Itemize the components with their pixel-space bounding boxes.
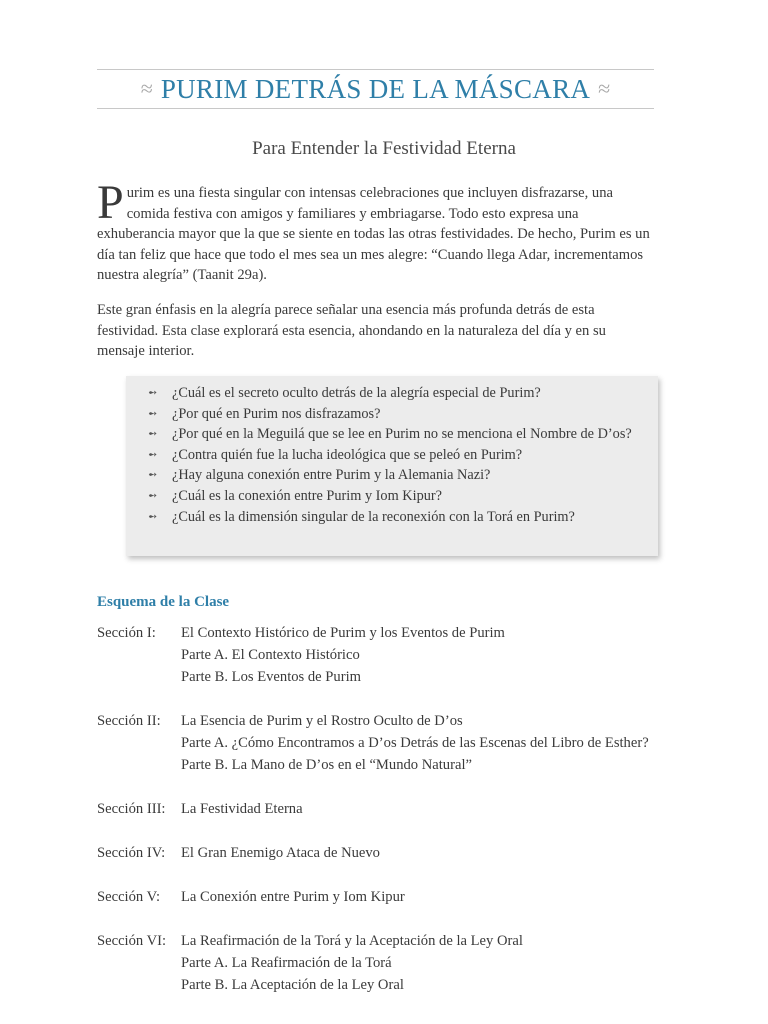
title-band <box>97 69 654 109</box>
section-title: La Conexión entre Purim y Iom Kipur <box>181 889 405 905</box>
arrow-bullet-icon: ➻ <box>148 448 158 461</box>
question-item <box>148 424 650 445</box>
outline-section <box>97 842 657 864</box>
page-title: PURIM DETRÁS DE LA MÁSCARA <box>160 73 591 104</box>
section-body <box>181 842 657 864</box>
outline-section <box>97 622 657 688</box>
section-body <box>181 798 657 820</box>
question-text: ¿Cuál es la conexión entre Purim y Iom Kipur? <box>172 487 442 504</box>
question-text: ¿Cuál es el secreto oculto detrás de la alegría especial de Purim? <box>172 385 541 401</box>
drop-cap: P <box>97 176 124 229</box>
section-body <box>181 886 657 908</box>
section-label: Sección IV: <box>97 845 166 861</box>
question-text: ¿Por qué en la Meguilá que se lee en Purim no se menciona el Nombre de D’os? <box>172 426 632 443</box>
outline-section <box>97 930 657 996</box>
section-part: Parte A. La Reafirmación de la Torá <box>181 955 392 971</box>
section-part: Parte B. La Aceptación de la Ley Oral <box>181 977 404 993</box>
sections-list <box>97 622 657 1018</box>
arrow-bullet-icon: ➻ <box>148 387 158 399</box>
intro-paragraph <box>97 176 652 286</box>
arrow-bullet-icon: ➻ <box>148 510 158 523</box>
question-text: ¿Cuál es la dimensión singular de la reconexión con la Torá en Purim? <box>172 508 575 525</box>
section-body <box>181 622 657 688</box>
arrow-bullet-icon: ➻ <box>148 407 158 420</box>
section-title: La Festividad Eterna <box>181 801 303 817</box>
section-label: Sección VI: <box>97 933 167 949</box>
question-item <box>148 404 650 425</box>
question-text: ¿Hay alguna conexión entre Purim y la Alemania Nazi? <box>172 467 491 484</box>
outline-section <box>97 886 657 908</box>
question-item <box>148 383 650 404</box>
section-part: Parte A. ¿Cómo Encontramos a D’os Detrás de las Escenas del Libro de Esther? <box>181 735 649 751</box>
section-title: El Contexto Histórico de Purim y los Eventos de Purim <box>181 625 505 641</box>
section-title: La Esencia de Purim y el Rostro Oculto de D’os <box>181 713 463 729</box>
section-body <box>181 710 657 776</box>
section-label: Sección III: <box>97 801 166 817</box>
intro-text: urim es una fiesta singular con intensas celebraciones que incluyen disfrazarse, una comida festiva con amigos y familiares y embriagarse. Todo esto expresa una exhuberancia mayor que la que se siente en todas las otras festividades. De hecho, Purim es un día tan feliz que hace que todo el mes sea un mes alegre: “Cuando llega Adar, incrementamos nuestra alegría” (Taanit 29a). <box>97 185 650 283</box>
question-text: ¿Contra quién fue la lucha ideológica que se peleó en Purim? <box>172 446 523 463</box>
question-item <box>148 486 650 507</box>
flourish-left-icon: ≈ <box>140 76 153 101</box>
schema-heading: Esquema de la Clase <box>97 594 230 610</box>
second-paragraph: Este gran énfasis en la alegría parece señalar una esencia más profunda detrás de esta festividad. Esta clase explorará esta esencia, ahondando en la naturaleza del día y en su mensaje interior. <box>97 302 606 359</box>
section-title: La Reafirmación de la Torá y la Aceptación de la Ley Oral <box>181 933 523 949</box>
section-label: Sección I: <box>97 625 156 641</box>
section-part: Parte B. La Mano de D’os en el “Mundo Natural” <box>181 757 472 773</box>
question-text: ¿Por qué en Purim nos disfrazamos? <box>172 405 381 422</box>
flourish-right-icon: ≈ <box>598 76 611 101</box>
section-label: Sección II: <box>97 713 161 729</box>
question-item <box>148 465 650 486</box>
section-title: El Gran Enemigo Ataca de Nuevo <box>181 845 380 861</box>
section-part: Parte B. Los Eventos de Purim <box>181 669 361 685</box>
outline-section <box>97 710 657 776</box>
arrow-bullet-icon: ➻ <box>148 469 158 482</box>
arrow-bullet-icon: ➻ <box>148 428 158 441</box>
questions-list <box>126 376 658 527</box>
outline-section <box>97 798 657 820</box>
question-item <box>148 445 650 466</box>
subtitle: Para Entender la Festividad Eterna <box>252 138 516 159</box>
section-part: Parte A. El Contexto Histórico <box>181 647 360 663</box>
questions-box <box>126 376 658 556</box>
section-label: Sección V: <box>97 889 161 905</box>
question-item <box>148 507 650 528</box>
section-body <box>181 930 657 996</box>
arrow-bullet-icon: ➻ <box>148 489 158 502</box>
